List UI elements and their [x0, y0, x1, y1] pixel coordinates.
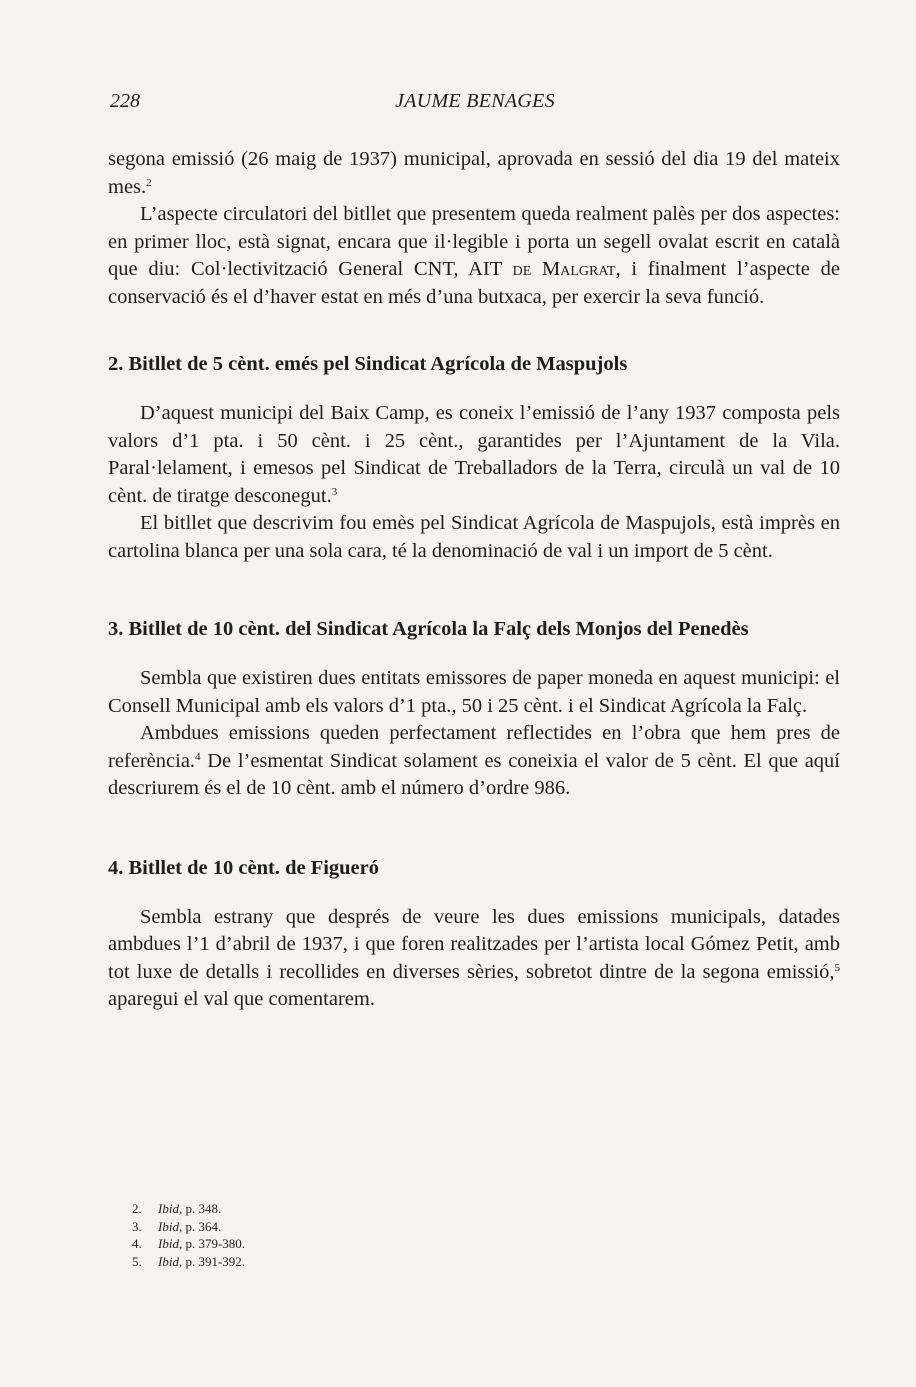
- body-text: [108, 146, 840, 1014]
- footnote: [132, 1200, 432, 1218]
- section-heading-2: 2. Bitllet de 5 cènt. emés pel Sindicat Agrícola de Maspujols: [108, 353, 628, 375]
- paragraph: [108, 510, 840, 565]
- section-heading-3: 3. Bitllet de 10 cènt. del Sindicat Agrícola la Falç dels Monjos del Penedès: [108, 618, 749, 640]
- footnote-ref: Ibid: [158, 1218, 179, 1234]
- footnotes: [132, 1200, 432, 1270]
- footnote-page: , p. 379-380.: [178, 1236, 246, 1251]
- paragraph-text: segona emissió (26 maig de 1937) municipal, aprovada en sessió del dia 19 del mateix mes.: [108, 148, 840, 198]
- section-heading-4: 4. Bitllet de 10 cènt. de Figueró: [108, 856, 380, 879]
- paragraph: [108, 400, 840, 510]
- paragraph-text: El bitllet que descrivim fou emès pel Sindicat Agrícola de Maspujols, està imprès en cartolina blanca per una sola cara, té la denominació de val i un import de 5 cènt.: [108, 512, 840, 562]
- paragraph-text: , i finalment l’aspecte de conservació és el d’haver estat en més d’una butxaca, per exercir la seva funció.: [108, 258, 840, 308]
- paragraph: [108, 904, 840, 1014]
- footnote-ref: Ibid: [158, 1201, 179, 1216]
- footnote-marker: 2: [146, 176, 152, 189]
- footnote-ref: Ibid: [158, 1236, 179, 1251]
- page-number: 228: [110, 90, 140, 112]
- paragraph-text: L’aspecte circulatori del bitllet que presentem queda realment palès per dos aspectes: en primer lloc, està signat, encara que il·legible i porta un segell ovalat escrit en català que diu: Col·lectivització General CNT, AIT: [108, 203, 840, 280]
- paragraph: [108, 146, 840, 201]
- paragraph-text: Sembla que existiren dues entitats emissores de paper moneda en aquest municipi: el Consell Municipal amb els valors d’1 pta., 50 i 25 cènt. i el Sindicat Agrícola la Falç.: [108, 667, 840, 717]
- footnote-number: 5.: [132, 1253, 142, 1269]
- page-header: [110, 90, 840, 120]
- paragraph: [108, 665, 840, 720]
- footnote-number: 2.: [132, 1201, 142, 1216]
- footnote: [132, 1218, 432, 1236]
- footnote-marker: 4: [195, 750, 201, 763]
- footnote-marker: 5: [834, 961, 840, 974]
- paragraph-text: aparegui el val que comentarem.: [108, 988, 375, 1010]
- paragraph-text: Sembla estrany que després de veure les dues emissions municipals, datades ambdues l’1 d’abril de 1937, i que foren realitzades per l’artista local Gómez Petit, amb tot luxe de detalls i recollides en diverses sèries, sobretot dintre de la segona emissió,: [108, 905, 840, 983]
- small-caps-text: de Malgrat: [512, 258, 616, 280]
- paragraph: [108, 201, 840, 311]
- footnote-number: 3.: [132, 1218, 142, 1234]
- footnote-number: 4.: [132, 1236, 142, 1251]
- footnote-page: , p. 364.: [178, 1218, 222, 1234]
- paragraph: [108, 720, 840, 803]
- paragraph-text: Ambdues emissions queden perfectament reflectides en l’obra que hem pres de referència.: [108, 722, 840, 772]
- footnote-page: , p. 391-392.: [178, 1253, 246, 1269]
- paragraph-text: De l’esmentat Sindicat solament es coneixia el valor de 5 cènt. El que aquí descriurem és el de 10 cènt. amb el número d’ordre 986.: [108, 749, 840, 799]
- footnote-marker: 3: [331, 485, 338, 498]
- footnote: [132, 1235, 432, 1253]
- paragraph-text: D’aquest municipi del Baix Camp, es coneix l’emissió de l’any 1937 composta pels valors d’1 pta. i 50 cènt. i 25 cènt., garantides per l’Ajuntament de la Vila. Paral·lelament, i emesos pel Sindicat de Treballadors de la Terra, circulà un val de 10 cènt. de tiratge desconegut.: [108, 402, 840, 507]
- footnote-ref: Ibid: [158, 1253, 179, 1269]
- running-head: JAUME BENAGES: [395, 90, 555, 112]
- footnote: [132, 1253, 432, 1271]
- footnote-page: , p. 348.: [178, 1201, 222, 1216]
